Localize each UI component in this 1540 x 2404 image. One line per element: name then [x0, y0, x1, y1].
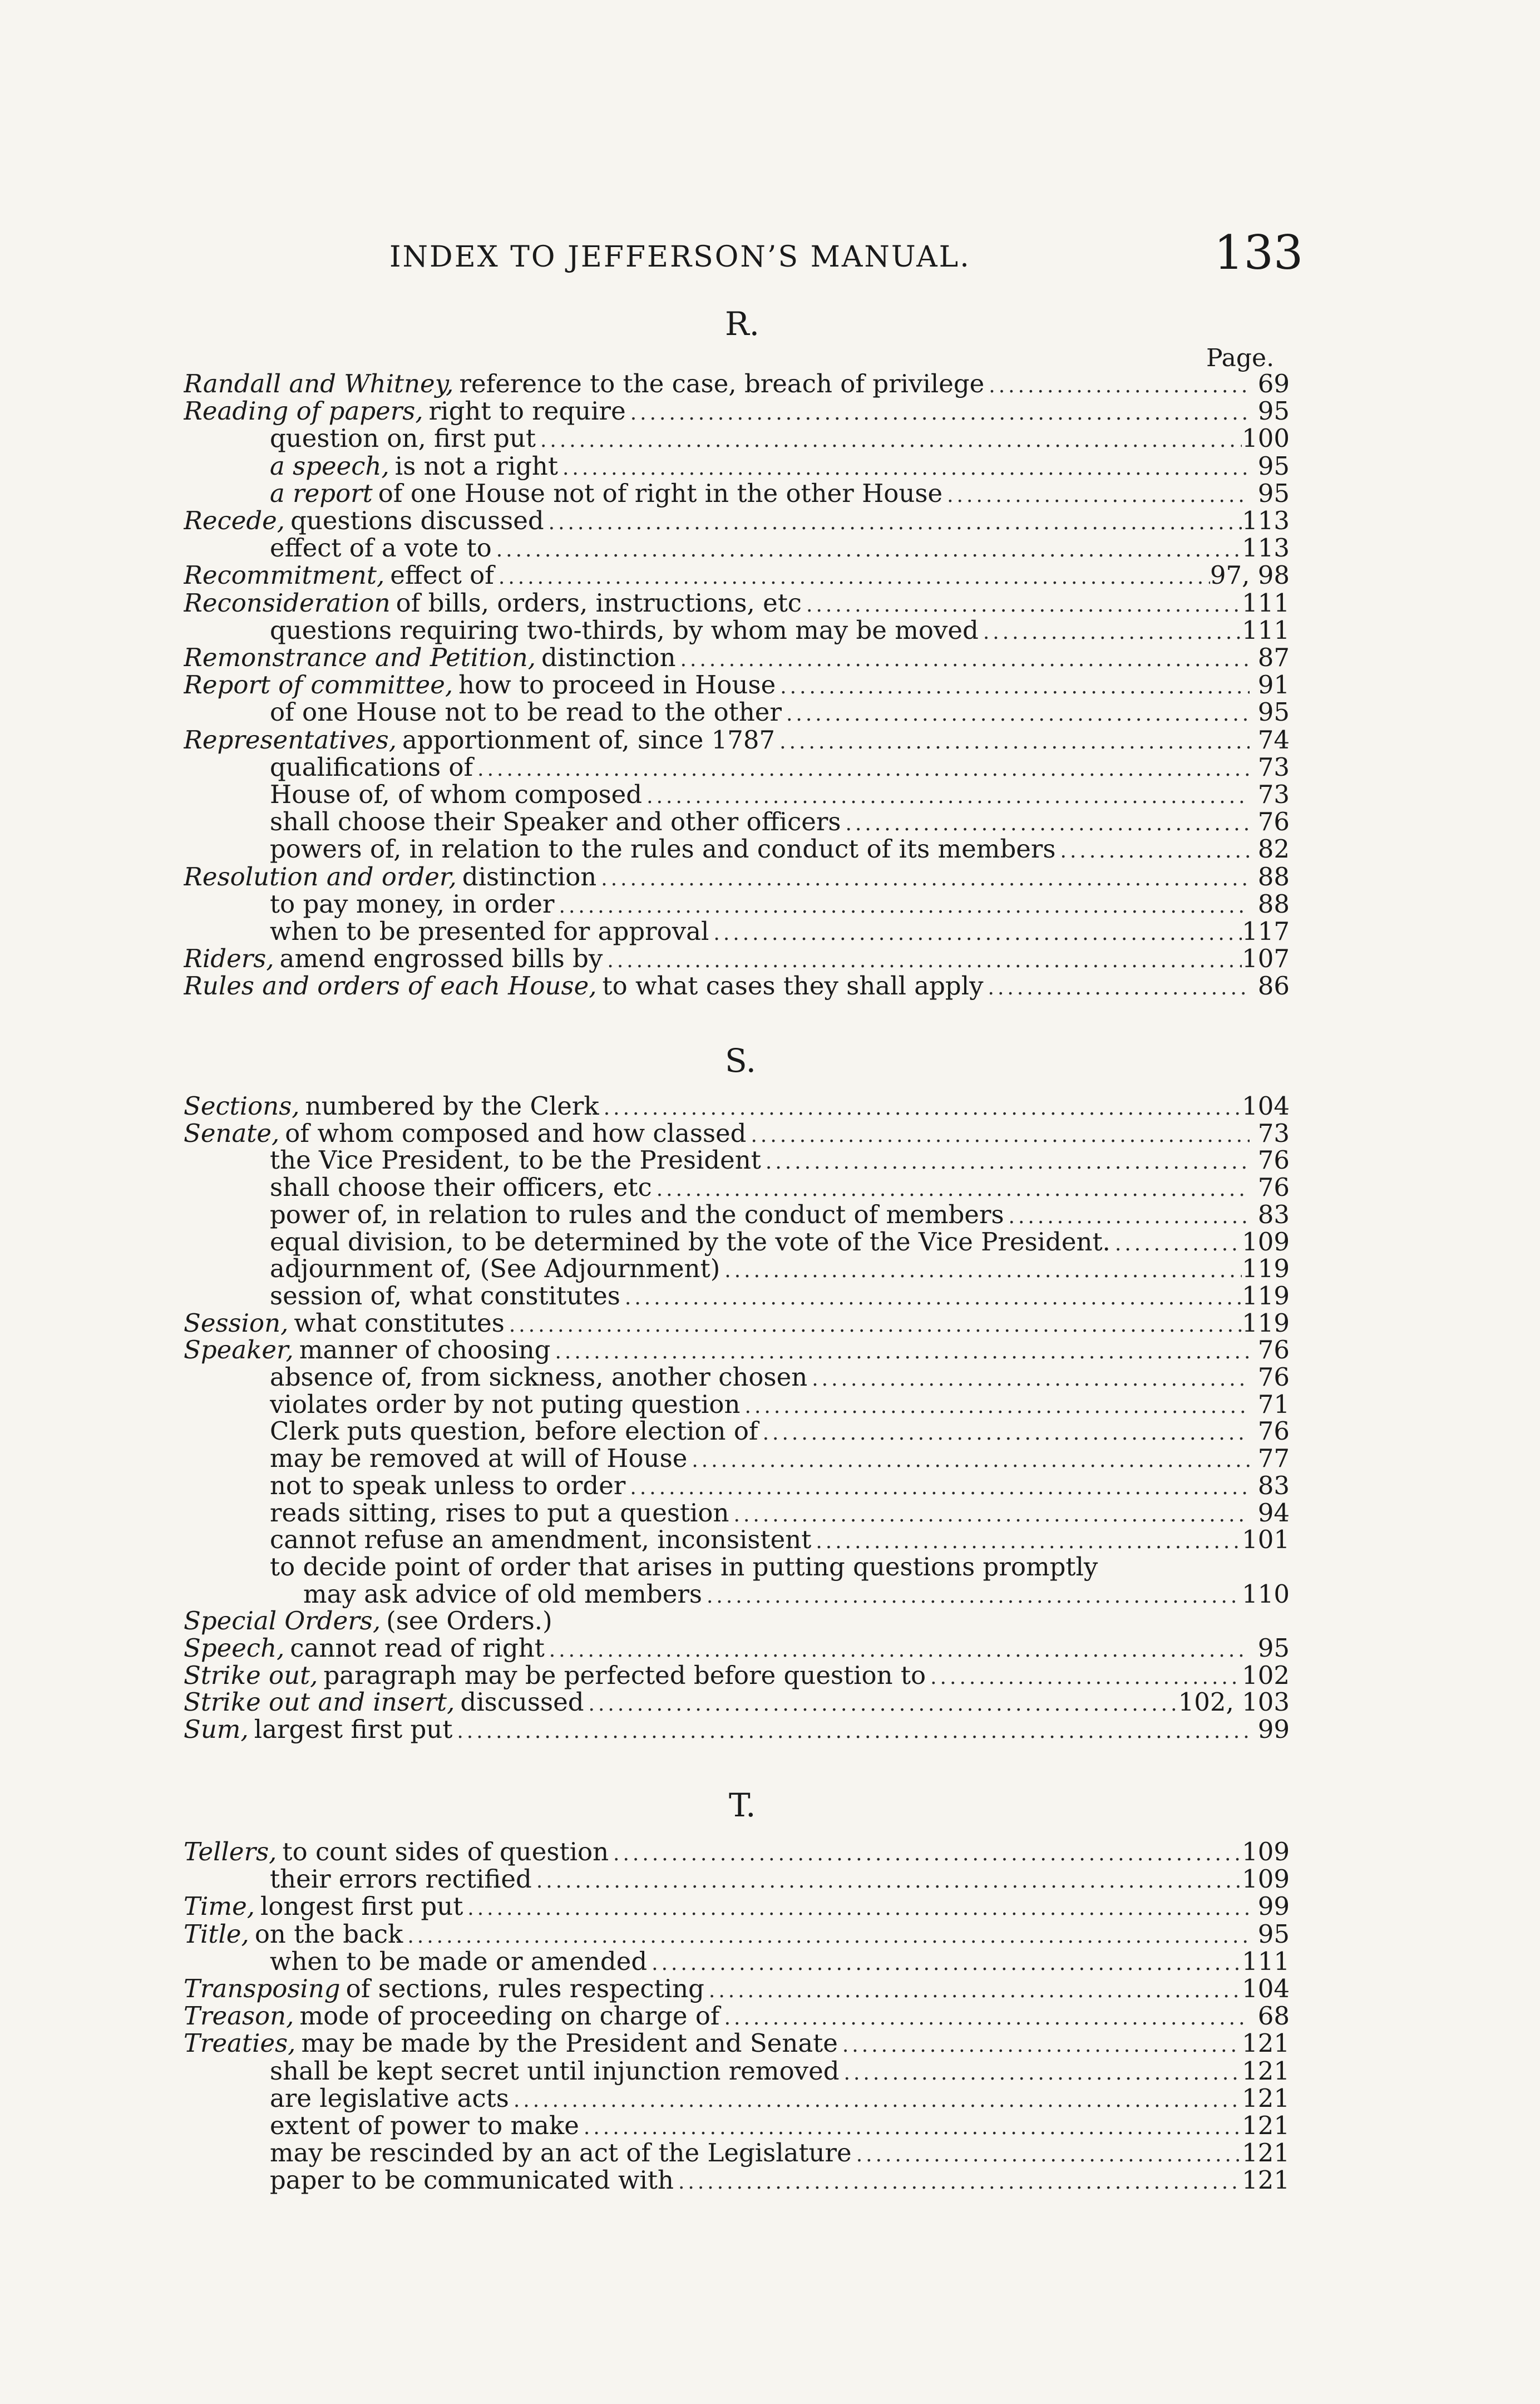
index-entry — [270, 2111, 1290, 2140]
entry-text: mode of proceeding on charge of — [299, 2002, 720, 2031]
entry-text: may be made by the President and Senate — [301, 2029, 838, 2058]
running-header-title: INDEX TO JEFFERSON’S MANUAL. — [389, 240, 971, 274]
entry-text: are legislative acts — [270, 2084, 509, 2113]
section-letter: T. — [729, 1786, 756, 1824]
entry-heading: Recommitment, — [184, 561, 385, 590]
dot-leader — [811, 1528, 1242, 1554]
entry-text: of one House not of right in the other House — [378, 479, 943, 508]
index-entry — [270, 424, 1290, 453]
entry-text: of bills, orders, instructions, etc — [396, 589, 802, 618]
dot-leader — [802, 591, 1242, 618]
entry-text: (see Orders.) — [386, 1607, 552, 1635]
entry-text: paragraph may be perfected before question to — [323, 1661, 926, 1690]
dot-leader — [544, 509, 1242, 535]
entry-text: shall choose their officers, etc — [270, 1173, 652, 1202]
entry-text: distinction — [462, 863, 597, 891]
dot-leader — [704, 1977, 1242, 2003]
entry-heading: Strike out and insert, — [184, 1688, 455, 1717]
index-entry — [184, 944, 1290, 973]
index-entry — [270, 452, 1290, 481]
entry-page-ref: 100 — [1242, 424, 1290, 453]
dot-leader — [741, 1392, 1250, 1419]
entry-heading: Representatives, — [184, 726, 397, 755]
entry-heading: Reading of papers, — [184, 397, 423, 426]
entry-text: powers of, in relation to the rules and conduct of its members — [270, 835, 1056, 864]
dot-leader — [746, 1121, 1250, 1148]
entry-page-ref: 76 — [1257, 1173, 1290, 1202]
index-entry — [270, 1947, 1290, 1976]
entry-page-ref: 111 — [1242, 616, 1290, 645]
index-entry — [184, 561, 1290, 590]
dot-leader — [609, 1840, 1242, 1866]
index-entry — [184, 2002, 1290, 2031]
index-entry — [270, 1228, 1290, 1257]
entry-page-ref: 71 — [1257, 1390, 1290, 1419]
index-entry — [270, 1282, 1290, 1311]
entry-page-ref: 121 — [1242, 2029, 1290, 2058]
dot-leader — [555, 892, 1250, 919]
entry-page-ref: 119 — [1242, 1254, 1290, 1283]
index-entry — [303, 1580, 1290, 1609]
entry-text: distinction — [541, 643, 676, 672]
entry-heading: Treaties, — [184, 2029, 296, 2058]
dot-leader — [687, 1446, 1250, 1473]
index-entry — [184, 2029, 1290, 2058]
dot-leader — [709, 919, 1242, 946]
entry-text: is not a right — [394, 452, 558, 481]
entry-heading: Title, — [184, 1920, 249, 1949]
index-entry — [270, 2057, 1290, 2086]
entry-page-ref: 95 — [1257, 1634, 1290, 1663]
index-entry — [270, 1173, 1290, 1202]
entry-page-ref: 74 — [1257, 726, 1290, 755]
entry-text: to pay money, in order — [270, 890, 555, 919]
entry-text: cannot refuse an amendment, inconsistent — [270, 1525, 812, 1554]
index-entry — [270, 1146, 1290, 1175]
dot-leader — [652, 1175, 1250, 1202]
entry-text: apportionment of, since 1787 — [402, 726, 776, 755]
entry-text: House of, of whom composed — [270, 780, 643, 809]
entry-text: cannot read of right — [290, 1634, 545, 1663]
dot-leader — [596, 865, 1250, 891]
entry-page-ref: 94 — [1257, 1499, 1290, 1528]
entry-heading: Transposing — [184, 1974, 340, 2003]
entry-heading: Speaker, — [184, 1336, 294, 1364]
dot-leader — [647, 1949, 1242, 1976]
entry-text: absence of, from sickness, another chosen — [270, 1363, 808, 1392]
entry-page-ref: 109 — [1242, 1838, 1290, 1866]
index-entry — [270, 1525, 1290, 1554]
entry-page-ref: 91 — [1257, 671, 1290, 699]
entry-page-ref: 101 — [1242, 1525, 1290, 1554]
page-number: 133 — [1214, 225, 1304, 280]
entry-page-ref: 119 — [1242, 1282, 1290, 1311]
dot-leader — [1004, 1203, 1250, 1229]
section-letter: S. — [725, 1042, 757, 1080]
dot-leader — [620, 1284, 1242, 1311]
dot-leader — [979, 618, 1242, 645]
entry-heading: Speech, — [184, 1634, 285, 1663]
index-entry — [184, 1336, 1290, 1364]
entry-text: questions discussed — [290, 506, 544, 535]
entry-text: to decide point of order that arises in putting questions promptly — [270, 1553, 1098, 1582]
entry-text: equal division, to be determined by the vote of the Vice President. — [270, 1228, 1110, 1257]
entry-page-ref: 82 — [1257, 835, 1290, 864]
dot-leader — [642, 782, 1250, 809]
dot-leader — [603, 947, 1242, 973]
entry-page-ref: 95 — [1257, 479, 1290, 508]
index-entry — [270, 1444, 1290, 1473]
dot-leader — [626, 399, 1250, 426]
dot-leader — [720, 1257, 1242, 1283]
entry-page-ref: 68 — [1257, 2002, 1290, 2031]
index-entry — [270, 2139, 1290, 2167]
entry-page-ref: 121 — [1242, 2166, 1290, 2195]
entry-page-ref: 76 — [1257, 1363, 1290, 1392]
entry-heading: Riders, — [184, 944, 274, 973]
entry-text: amend engrossed bills by — [279, 944, 603, 973]
entry-text: session of, what constitutes — [270, 1282, 620, 1311]
dot-leader — [494, 563, 1210, 590]
entry-text: what constitutes — [294, 1309, 505, 1338]
entry-text: how to proceed in House — [458, 671, 776, 699]
dot-leader — [452, 1717, 1250, 1744]
entry-text: largest first put — [254, 1715, 453, 1744]
entry-text: adjournment of, (See Adjournment) — [270, 1254, 720, 1283]
entry-page-ref: 113 — [1242, 506, 1290, 535]
index-entry — [184, 972, 1290, 1001]
index-entry — [184, 1920, 1290, 1949]
entry-page-ref: 83 — [1257, 1471, 1290, 1500]
index-entry — [270, 780, 1290, 809]
entry-page-ref: 95 — [1257, 1920, 1290, 1949]
entry-page-ref: 109 — [1242, 1228, 1290, 1257]
dot-leader — [984, 974, 1250, 1001]
entry-page-ref: 107 — [1242, 944, 1290, 973]
index-entry — [184, 643, 1290, 672]
entry-heading: Recede, — [184, 506, 285, 535]
index-entry — [184, 1688, 1290, 1717]
entry-page-ref: 113 — [1242, 534, 1290, 563]
entry-heading: Senate, — [184, 1119, 280, 1148]
dot-leader — [841, 810, 1250, 836]
dot-leader — [984, 372, 1250, 398]
index-entry — [184, 726, 1290, 755]
dot-leader — [536, 426, 1242, 453]
entry-page-ref: 76 — [1257, 1146, 1290, 1175]
entry-text: when to be presented for approval — [270, 917, 709, 946]
entry-text: not to speak unless to order — [270, 1471, 626, 1500]
dot-leader — [473, 755, 1250, 782]
dot-leader — [558, 454, 1250, 481]
entry-page-ref: 117 — [1242, 917, 1290, 946]
entry-page-ref: 109 — [1242, 1865, 1290, 1894]
entry-page-ref: 104 — [1242, 1974, 1290, 2003]
index-entry — [270, 698, 1290, 727]
entry-text: effect of — [390, 561, 494, 590]
index-entry — [184, 1892, 1290, 1921]
dot-leader — [776, 673, 1250, 699]
dot-leader — [720, 2004, 1250, 2031]
entry-text: of sections, rules respecting — [345, 1974, 704, 2003]
section-letter: R. — [725, 305, 760, 343]
dot-leader — [782, 700, 1250, 727]
entry-text: shall be kept secret until injunction removed — [270, 2057, 840, 2086]
entry-text: on the back — [254, 1920, 403, 1949]
entry-text: violates order by not puting question — [270, 1390, 741, 1419]
entry-text: reference to the case, breach of privilege — [459, 370, 985, 398]
entry-text: the Vice President, to be the President — [270, 1146, 761, 1175]
index-entry — [184, 1092, 1290, 1121]
entry-text: of one House not to be read to the other — [270, 698, 782, 727]
index-entry — [184, 1715, 1290, 1744]
dot-leader — [625, 1474, 1250, 1500]
entry-heading: Rules and orders of each House, — [184, 972, 597, 1001]
entry-page-ref: 73 — [1257, 1119, 1290, 1148]
entry-text: may be rescinded by an act of the Legislature — [270, 2139, 852, 2167]
entry-page-ref: 76 — [1257, 1417, 1290, 1446]
entry-text: reads sitting, rises to put a question — [270, 1499, 729, 1528]
index-entry — [184, 370, 1290, 398]
index-entry — [270, 890, 1290, 919]
dot-leader — [463, 1894, 1250, 1921]
entry-text: their errors rectified — [270, 1865, 532, 1894]
entry-text: discussed — [460, 1688, 584, 1717]
index-entry — [184, 671, 1290, 699]
entry-page-ref: 95 — [1257, 452, 1290, 481]
entry-page-ref: 119 — [1242, 1309, 1290, 1338]
entry-text: when to be made or amended — [270, 1947, 648, 1976]
entry-text: qualifications of — [270, 753, 473, 782]
entry-page-ref: 111 — [1242, 589, 1290, 618]
entry-heading: a speech, — [270, 452, 389, 481]
index-entry — [184, 1838, 1290, 1866]
entry-text: manner of choosing — [299, 1336, 551, 1364]
dot-leader — [838, 2031, 1242, 2058]
entry-heading: Reconsideration — [184, 589, 391, 618]
entry-page-ref: 121 — [1242, 2084, 1290, 2113]
entry-page-ref: 121 — [1242, 2111, 1290, 2140]
entry-page-ref: 73 — [1257, 753, 1290, 782]
index-entry — [270, 835, 1290, 864]
index-entry — [270, 1254, 1290, 1283]
index-entry — [270, 534, 1290, 563]
entry-text: may ask advice of old members — [303, 1580, 702, 1609]
entry-text: questions requiring two-thirds, by whom may be moved — [270, 616, 979, 645]
dot-leader — [942, 481, 1250, 508]
index-entry — [184, 1974, 1290, 2003]
index-entry — [184, 1661, 1290, 1690]
entry-page-ref: 95 — [1257, 698, 1290, 727]
entry-page-ref: 76 — [1257, 1336, 1290, 1364]
entry-page-ref: 95 — [1257, 397, 1290, 426]
entry-page-ref: 121 — [1242, 2057, 1290, 2086]
dot-leader — [676, 646, 1250, 672]
entry-page-ref: 102 — [1242, 1661, 1290, 1690]
entry-heading: Tellers, — [184, 1838, 277, 1866]
index-entry — [184, 1309, 1290, 1338]
entry-text: Clerk puts question, before election of — [270, 1417, 758, 1446]
entry-heading: Special Orders, — [184, 1607, 381, 1635]
index-entry — [270, 2166, 1290, 2195]
dot-leader — [403, 1922, 1250, 1949]
index-entry — [184, 1634, 1290, 1663]
index-entry — [184, 1607, 1290, 1635]
entry-text: to count sides of question — [282, 1838, 609, 1866]
index-entry — [270, 807, 1290, 836]
index-entry — [270, 1553, 1290, 1582]
index-entry — [184, 589, 1290, 618]
dot-leader — [550, 1338, 1250, 1364]
dot-leader — [926, 1663, 1242, 1690]
dot-leader — [509, 2086, 1242, 2113]
dot-leader — [674, 2168, 1242, 2195]
dot-leader — [599, 1094, 1242, 1121]
entry-page-ref: 88 — [1257, 890, 1290, 919]
entry-heading: Treason, — [184, 2002, 294, 2031]
dot-leader — [775, 728, 1250, 755]
page-column-label: Page. — [1206, 344, 1275, 372]
entry-text: numbered by the Clerk — [305, 1092, 599, 1121]
entry-heading: Randall and Whitney, — [184, 370, 454, 398]
index-entry — [270, 917, 1290, 946]
dot-leader — [584, 1690, 1178, 1717]
dot-leader — [761, 1148, 1250, 1175]
entry-heading: Time, — [184, 1892, 255, 1921]
dot-leader — [532, 1867, 1242, 1894]
entry-page-ref: 86 — [1257, 972, 1290, 1001]
index-entry — [270, 1390, 1290, 1419]
entry-heading: Strike out, — [184, 1661, 318, 1690]
dot-leader — [1056, 837, 1250, 864]
dot-leader — [729, 1501, 1250, 1528]
entry-heading: a report — [270, 479, 373, 508]
entry-heading: Sections, — [184, 1092, 300, 1121]
entry-page-ref: 87 — [1257, 643, 1290, 672]
index-entry — [270, 479, 1290, 508]
entry-page-ref: 99 — [1257, 1715, 1290, 1744]
index-entry — [184, 506, 1290, 535]
entry-text: to what cases they shall apply — [602, 972, 984, 1001]
entry-page-ref: 99 — [1257, 1892, 1290, 1921]
entry-page-ref: 77 — [1257, 1444, 1290, 1473]
entry-page-ref: 73 — [1257, 780, 1290, 809]
index-entry — [270, 1471, 1290, 1500]
dot-leader — [492, 536, 1242, 563]
entry-page-ref: 83 — [1257, 1200, 1290, 1229]
entry-heading: Session, — [184, 1309, 289, 1338]
entry-text: question on, first put — [270, 424, 536, 453]
entry-text: right to require — [428, 397, 626, 426]
entry-heading: Sum, — [184, 1715, 249, 1744]
dot-leader — [579, 2114, 1242, 2140]
dot-leader — [852, 2141, 1242, 2167]
entry-text: of whom composed and how classed — [285, 1119, 747, 1148]
entry-text: may be removed at will of House — [270, 1444, 688, 1473]
entry-text: longest first put — [260, 1892, 463, 1921]
entry-page-ref: 110 — [1242, 1580, 1290, 1609]
entry-text: shall choose their Speaker and other officers — [270, 807, 841, 836]
entry-page-ref: 97, 98 — [1210, 561, 1290, 590]
index-entry — [270, 1200, 1290, 1229]
entry-text: extent of power to make — [270, 2111, 579, 2140]
entry-page-ref: 76 — [1257, 807, 1290, 836]
index-entry — [270, 1417, 1290, 1446]
entry-page-ref: 69 — [1257, 370, 1290, 398]
index-entry — [270, 2084, 1290, 2113]
dot-leader — [545, 1636, 1250, 1663]
dot-leader — [840, 2059, 1242, 2086]
entry-page-ref: 121 — [1242, 2139, 1290, 2167]
index-entry — [184, 397, 1290, 426]
entry-heading: Resolution and order, — [184, 863, 457, 891]
index-entry — [270, 1865, 1290, 1894]
dot-leader — [807, 1365, 1250, 1392]
entry-text: paper to be communicated with — [270, 2166, 674, 2195]
entry-heading: Report of committee, — [184, 671, 453, 699]
index-entry — [184, 1119, 1290, 1148]
index-entry — [270, 753, 1290, 782]
entry-page-ref: 111 — [1242, 1947, 1290, 1976]
entry-heading: Remonstrance and Petition, — [184, 643, 536, 672]
index-entry — [184, 863, 1290, 891]
index-entry — [270, 1363, 1290, 1392]
index-entry — [270, 1499, 1290, 1528]
index-entry — [270, 616, 1290, 645]
dot-leader — [758, 1419, 1250, 1446]
entry-page-ref: 102, 103 — [1178, 1688, 1290, 1717]
entry-page-ref: 104 — [1242, 1092, 1290, 1121]
dot-leader — [505, 1311, 1242, 1338]
entry-page-ref: 88 — [1257, 863, 1290, 891]
dot-leader — [702, 1582, 1242, 1609]
dot-leader — [1110, 1230, 1242, 1257]
entry-text: effect of a vote to — [270, 534, 492, 563]
entry-text: power of, in relation to rules and the conduct of members — [270, 1200, 1004, 1229]
